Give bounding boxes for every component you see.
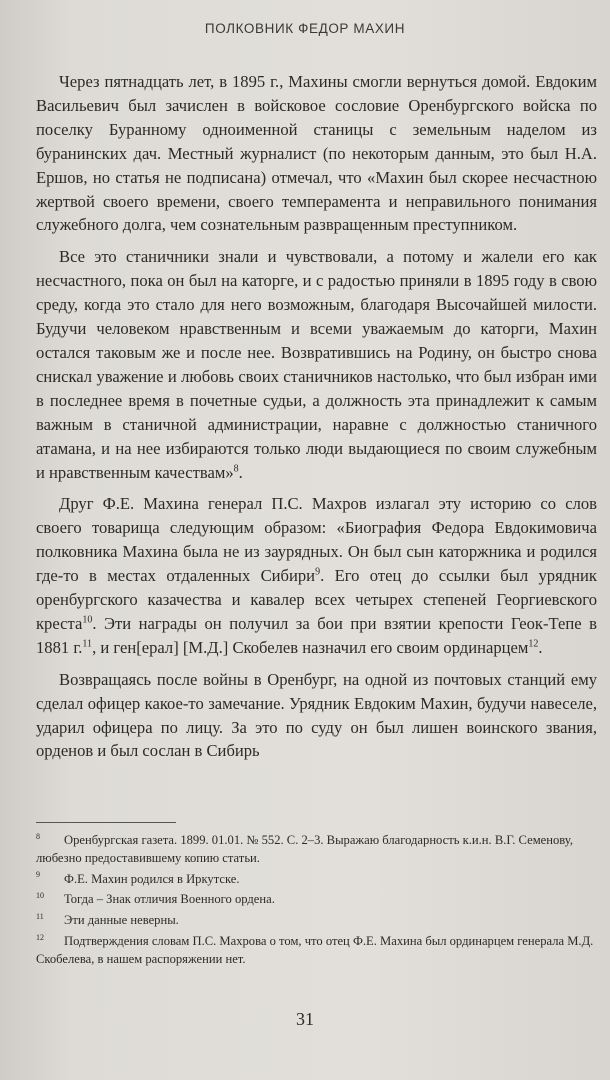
main-text — [36, 70, 597, 771]
footnote-item: 12 Подтверждения словам П.С. Махрова о том, что отец Ф.Е. Махина был ординарцем генерала М.Д. Скобелева, в нашем распоряжении нет. — [36, 932, 594, 966]
footnote-text: Тогда – Знак отличия Военного ордена. — [64, 892, 275, 907]
footnote-ref: 8 — [233, 462, 239, 474]
footnote-text: Оренбургская газета. 1899. 01.01. № 552. С. 2–3. Выражаю благодарность к.и.н. В.Г. Семенову, любезно предоставившему копию статьи. — [36, 833, 573, 865]
footnote-ref: 10 — [82, 614, 93, 626]
footnote-item: 9 Ф.Е. Махин родился в Иркутске. — [36, 870, 240, 886]
paragraph-text: Через пятнадцать лет, в 1895 г., Махины смогли вернуться домой. Евдоким Васильевич был зачислен в войсковое сословие Оренбургского войска по поселку Буранному одноименной станицы с земельным наделом из буранинских дач. Местный журналист (по некоторым данным, это был Н.А. Ершов, но статья не подписана) отмечал, что «Махин был скорее несчастною жертвой своего времени, своего темперамента и неправильного понимания служебного долга, чем сознательным развращенным преступником. — [36, 72, 597, 235]
paragraph-4 — [36, 668, 597, 764]
paragraph-text: Возвращаясь после войны в Оренбург, на одной из почтовых станций ему сделал офицер какое-то замечание. Урядник Евдоким Махин, будучи навеселе, ударил офицера по лицу. За это по суду он был лишен воинского звания, орденов и был сослан в Сибирь — [36, 669, 597, 761]
footnote-item: 10 Тогда – Знак отличия Военного ордена. — [36, 891, 275, 907]
footnotes — [36, 832, 597, 972]
paragraph-text: Друг Ф.Е. Махина генерал П.С. Махров излагал эту историю со слов своего товарища следующим образом: «Биография Федора Евдокимовича полковника Махина была не из заурядных. Он был сын каторжника и родился где-то в местах отдаленных Сибири — [36, 494, 597, 586]
footnote-text: Ф.Е. Махин родился в Иркутске. — [64, 871, 240, 886]
footnote-ref: 11 — [82, 638, 93, 650]
paragraph-text: , и ген[ерал] [М.Д.] Скобелев назначил его своим ординарцем — [92, 637, 529, 657]
paragraph-2: Все это станичники знали и чувствовали, а потому и жалели его как несчастного, пока он был на каторге, и с радостью приняли в 1895 году в свою среду, когда это стало для него возможным, благодаря Высочайшей милости. Будучи человеком нравственным и всеми уважаемым до каторги, Махин остался таковым же и после нее. Возвратившись на Родину, он быстро снова снискал уважение и любовь своих станичников настолько, что был избран ими в последнее время в почетные судьи, а должность эта принадлежит к самым важным в станичной администрации, наравне с должностью станичного атамана, и на нее избираются только люди выдающиеся по своим служебным и нравственным качествам»$^8$. — [36, 247, 597, 482]
footnote-item: 11 Эти данные неверны. — [36, 912, 179, 928]
footnote-text: Эти данные неверны. — [64, 913, 179, 928]
paragraph-text: . — [538, 637, 543, 657]
footnote-ref: 12 — [528, 638, 539, 650]
footnote-item: 8 Оренбургская газета. 1899. 01.01. № 552. С. 2–3. Выражаю благодарность к.и.н. В.Г. Семенову, любезно предоставившему копию статьи. — [36, 831, 573, 865]
paragraph-3 — [36, 492, 597, 659]
page-number: 31 — [296, 1009, 314, 1029]
footnote-ref: 9 — [315, 566, 321, 578]
footnote-text: Подтверждения словам П.С. Махрова о том, что отец Ф.Е. Махина был ординарцем генерала М.Д. Скобелева, в нашем распоряжении нет. — [36, 933, 594, 966]
running-title: ПОЛКОВНИК ФЕДОР МАХИН — [204, 21, 406, 36]
paragraph-1 — [36, 70, 597, 237]
footnote-divider — [36, 822, 176, 823]
paragraph-text: . Эти награды он получил за бои при взятии крепости Геок-Тепе в 1881 г. — [36, 613, 597, 657]
paragraph-text: Все это станичники знали и чувствовали, а потому и жалели его как несчастного, пока он был на каторге, и с радостью приняли в 1895 году в свою среду, когда это стало для него возможным, благодаря Высочайшей милости. Будучи человеком нравственным и всеми уважаемым до каторги, Махин остался таковым же и после нее. Возвратившись на Родину, он быстро снова снискал уважение и любовь своих станичников настолько, что был избран ими в последнее время в почетные судьи, а должность эта принадлежит к самым важным в станичной администрации, наравне с должностью станичного атамана, и на нее избираются только люди выдающиеся по своим служебным и нравственным качествам» — [36, 247, 597, 482]
paragraph-text: . Его отец до ссылки был урядник оренбургского казачества и кавалер всех четырех степеней Георгиевского креста — [36, 566, 597, 633]
